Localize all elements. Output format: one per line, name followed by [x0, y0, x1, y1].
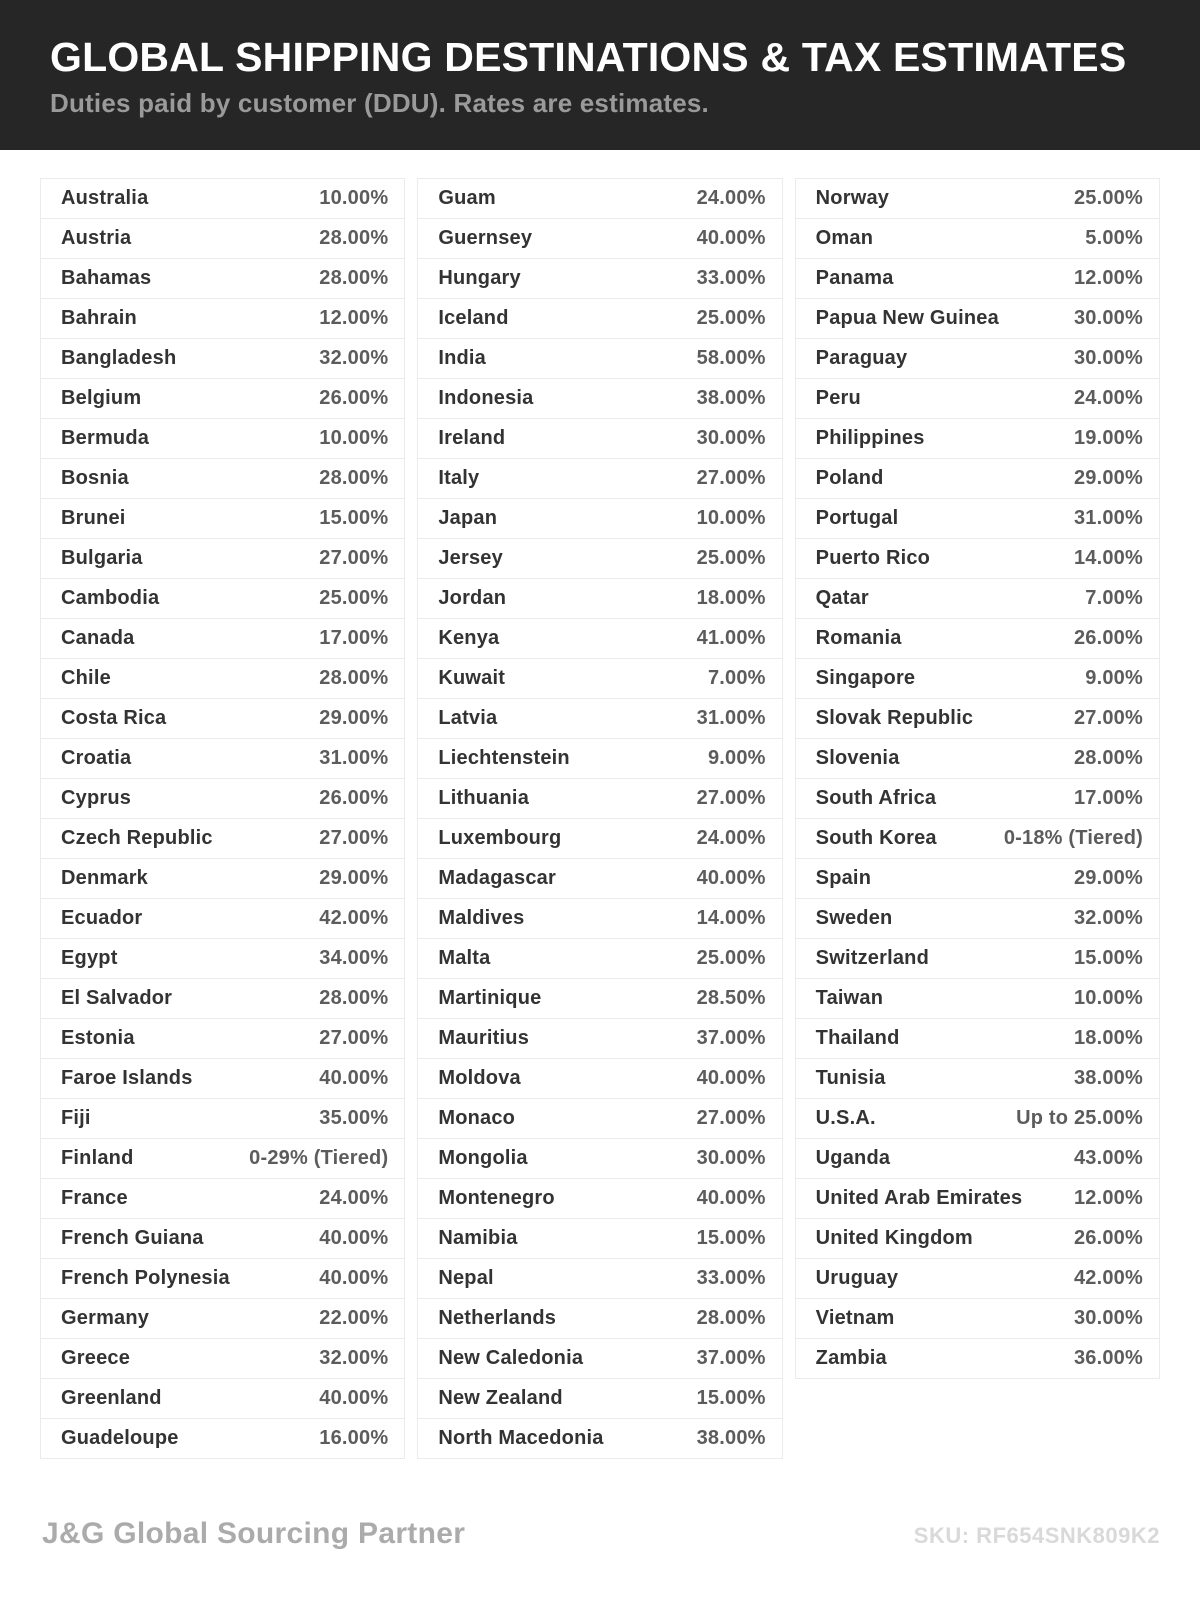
- tax-rate: 33.00%: [696, 267, 766, 289]
- country-name: Tunisia: [815, 1067, 886, 1089]
- tax-rate: 42.00%: [319, 907, 389, 929]
- tax-rate: 25.00%: [696, 947, 766, 969]
- tax-rate: 43.00%: [1073, 1147, 1143, 1169]
- tax-rate: 12.00%: [319, 307, 389, 329]
- table-row: [795, 818, 1160, 859]
- rates-column-3: [795, 178, 1160, 1379]
- country-name: Liechtenstein: [438, 747, 570, 769]
- country-name: Poland: [815, 467, 884, 489]
- country-name: Bosnia: [61, 467, 129, 489]
- table-row: [417, 1338, 782, 1379]
- tax-rate: 38.00%: [1073, 1067, 1143, 1089]
- country-name: Uganda: [815, 1147, 891, 1169]
- tax-rate: 40.00%: [696, 227, 766, 249]
- sku-label: SKU: RF654SNK809K2: [913, 1523, 1160, 1548]
- tax-rate: 31.00%: [319, 747, 389, 769]
- table-row: [40, 338, 405, 379]
- table-row: [40, 938, 405, 979]
- table-row: [795, 418, 1160, 459]
- table-row: [417, 178, 782, 219]
- country-name: Nepal: [438, 1267, 494, 1289]
- table-row: [40, 618, 405, 659]
- tax-rate: 29.00%: [319, 707, 389, 729]
- country-name: United Kingdom: [815, 1227, 973, 1249]
- country-name: Finland: [61, 1147, 134, 1169]
- country-name: Bahamas: [61, 267, 152, 289]
- country-name: Austria: [61, 227, 132, 249]
- country-name: Philippines: [815, 427, 925, 449]
- table-row: [40, 1218, 405, 1259]
- table-row: [40, 538, 405, 579]
- tax-rate: 38.00%: [696, 387, 766, 409]
- table-row: [40, 858, 405, 899]
- tax-rate: 26.00%: [1073, 627, 1143, 649]
- table-row: [417, 898, 782, 939]
- table-row: [40, 898, 405, 939]
- country-name: New Caledonia: [438, 1347, 584, 1369]
- tax-rate: 29.00%: [1073, 467, 1143, 489]
- tax-rate: 17.00%: [319, 627, 389, 649]
- rates-column-2: [417, 178, 782, 1459]
- tax-rate: 24.00%: [319, 1187, 389, 1209]
- table-row: [417, 1378, 782, 1419]
- tax-rate: 25.00%: [319, 587, 389, 609]
- table-row: [417, 778, 782, 819]
- table-row: [795, 1138, 1160, 1179]
- tax-rate: 28.00%: [319, 667, 389, 689]
- tax-rate: 15.00%: [1073, 947, 1143, 969]
- tax-rate: 40.00%: [319, 1267, 389, 1289]
- table-row: [40, 578, 405, 619]
- table-row: [795, 858, 1160, 899]
- table-row: [795, 1178, 1160, 1219]
- tax-rate: 40.00%: [696, 1067, 766, 1089]
- country-name: Belgium: [61, 387, 142, 409]
- country-name: Iceland: [438, 307, 509, 329]
- country-name: Portugal: [815, 507, 899, 529]
- tax-rate: 28.00%: [696, 1307, 766, 1329]
- tax-rate: 27.00%: [319, 547, 389, 569]
- country-name: Papua New Guinea: [815, 307, 999, 329]
- country-name: Bangladesh: [61, 347, 177, 369]
- table-row: [795, 778, 1160, 819]
- country-name: Madagascar: [438, 867, 556, 889]
- country-name: Paraguay: [815, 347, 908, 369]
- table-row: [40, 418, 405, 459]
- tax-rate: 27.00%: [696, 1107, 766, 1129]
- tax-rate: 12.00%: [1073, 1187, 1143, 1209]
- country-name: Guernsey: [438, 227, 533, 249]
- tax-rate: 40.00%: [696, 1187, 766, 1209]
- tax-rate: 40.00%: [696, 867, 766, 889]
- table-row: [417, 1298, 782, 1339]
- tax-rate: 24.00%: [696, 187, 766, 209]
- table-row: [417, 1098, 782, 1139]
- table-row: [417, 1138, 782, 1179]
- tax-rate: 26.00%: [1073, 1227, 1143, 1249]
- tax-rate: 42.00%: [1073, 1267, 1143, 1289]
- country-name: Guam: [438, 187, 496, 209]
- tax-rate: 26.00%: [319, 787, 389, 809]
- brand-name: J&G Global Sourcing Partner: [42, 1517, 466, 1550]
- table-row: [795, 1298, 1160, 1339]
- table-row: [795, 738, 1160, 779]
- country-name: Fiji: [61, 1107, 91, 1129]
- tax-rate: 40.00%: [319, 1067, 389, 1089]
- table-row: [417, 1218, 782, 1259]
- country-name: Montenegro: [438, 1187, 555, 1209]
- table-row: [40, 1098, 405, 1139]
- table-row: [795, 1018, 1160, 1059]
- tax-rate: 27.00%: [1073, 707, 1143, 729]
- country-name: United Arab Emirates: [815, 1187, 1023, 1209]
- table-row: [417, 738, 782, 779]
- tax-rate: 36.00%: [1073, 1347, 1143, 1369]
- tax-rate: 9.00%: [1085, 667, 1143, 689]
- table-row: [795, 1098, 1160, 1139]
- tax-rate: 40.00%: [319, 1387, 389, 1409]
- country-name: Maldives: [438, 907, 525, 929]
- tax-rate: 35.00%: [319, 1107, 389, 1129]
- country-name: El Salvador: [61, 987, 173, 1009]
- tax-rate: 31.00%: [696, 707, 766, 729]
- table-row: [417, 658, 782, 699]
- country-name: Lithuania: [438, 787, 530, 809]
- tax-rate: 14.00%: [696, 907, 766, 929]
- tax-rate: 18.00%: [1073, 1027, 1143, 1049]
- tax-rate: 15.00%: [696, 1227, 766, 1249]
- table-row: [40, 298, 405, 339]
- table-row: [795, 578, 1160, 619]
- table-row: [417, 458, 782, 499]
- country-name: Japan: [438, 507, 498, 529]
- tax-rate: 24.00%: [1073, 387, 1143, 409]
- table-row: [795, 498, 1160, 539]
- country-name: Norway: [815, 187, 890, 209]
- tax-rate: 15.00%: [319, 507, 389, 529]
- country-name: Estonia: [61, 1027, 135, 1049]
- table-row: [795, 1338, 1160, 1379]
- country-name: Jersey: [438, 547, 503, 569]
- tax-rate: 15.00%: [696, 1387, 766, 1409]
- table-row: [417, 578, 782, 619]
- table-row: [417, 978, 782, 1019]
- tax-rate: 25.00%: [1073, 187, 1143, 209]
- tax-rate: Up to 25.00%: [1016, 1107, 1143, 1129]
- country-name: Zambia: [815, 1347, 887, 1369]
- tax-rate: 37.00%: [696, 1027, 766, 1049]
- country-name: Jordan: [438, 587, 507, 609]
- country-name: Spain: [815, 867, 872, 889]
- tax-rate: 30.00%: [1073, 347, 1143, 369]
- country-name: Greenland: [61, 1387, 162, 1409]
- table-row: [40, 218, 405, 259]
- country-name: Oman: [815, 227, 874, 249]
- table-row: [795, 218, 1160, 259]
- table-row: [417, 818, 782, 859]
- tax-rate: 28.50%: [696, 987, 766, 1009]
- tax-rate: 30.00%: [696, 427, 766, 449]
- table-row: [40, 378, 405, 419]
- country-name: Kenya: [438, 627, 500, 649]
- table-row: [417, 1258, 782, 1299]
- country-name: Cambodia: [61, 587, 160, 609]
- table-row: [795, 658, 1160, 699]
- tax-rate: 24.00%: [696, 827, 766, 849]
- tax-rate: 18.00%: [696, 587, 766, 609]
- table-row: [417, 1418, 782, 1459]
- table-row: [40, 1178, 405, 1219]
- country-name: Czech Republic: [61, 827, 213, 849]
- country-name: Moldova: [438, 1067, 521, 1089]
- country-name: Latvia: [438, 707, 498, 729]
- country-name: Sweden: [815, 907, 893, 929]
- tax-rate: 31.00%: [1073, 507, 1143, 529]
- country-name: Slovak Republic: [815, 707, 974, 729]
- table-row: [40, 658, 405, 699]
- table-row: [417, 498, 782, 539]
- tax-rate: 41.00%: [696, 627, 766, 649]
- country-name: Chile: [61, 667, 111, 689]
- table-row: [40, 1058, 405, 1099]
- table-row: [417, 218, 782, 259]
- country-name: Vietnam: [815, 1307, 895, 1329]
- tax-rate: 28.00%: [319, 467, 389, 489]
- tax-rate: 33.00%: [696, 1267, 766, 1289]
- country-name: Indonesia: [438, 387, 534, 409]
- country-name: North Macedonia: [438, 1427, 604, 1449]
- table-row: [795, 298, 1160, 339]
- country-name: Canada: [61, 627, 135, 649]
- table-row: [417, 338, 782, 379]
- table-row: [795, 698, 1160, 739]
- country-name: Bulgaria: [61, 547, 143, 569]
- country-name: French Guiana: [61, 1227, 204, 1249]
- country-name: Uruguay: [815, 1267, 899, 1289]
- tax-rates-table: [40, 178, 1160, 1459]
- country-name: South Korea: [815, 827, 937, 849]
- country-name: Germany: [61, 1307, 150, 1329]
- table-row: [795, 458, 1160, 499]
- tax-rate: 30.00%: [696, 1147, 766, 1169]
- country-name: Taiwan: [815, 987, 884, 1009]
- tax-rate: 28.00%: [319, 267, 389, 289]
- table-row: [417, 698, 782, 739]
- country-name: Denmark: [61, 867, 148, 889]
- table-row: [795, 978, 1160, 1019]
- table-row: [795, 338, 1160, 379]
- country-name: Kuwait: [438, 667, 506, 689]
- table-row: [40, 178, 405, 219]
- page-header: [0, 0, 1200, 150]
- tax-rate: 32.00%: [319, 1347, 389, 1369]
- table-row: [795, 538, 1160, 579]
- tax-rate: 5.00%: [1085, 227, 1143, 249]
- country-name: French Polynesia: [61, 1267, 230, 1289]
- tax-rate: 28.00%: [1073, 747, 1143, 769]
- tax-rate: 28.00%: [319, 987, 389, 1009]
- table-row: [417, 378, 782, 419]
- country-name: U.S.A.: [815, 1107, 876, 1129]
- rates-column-1: [40, 178, 405, 1459]
- table-row: [40, 258, 405, 299]
- country-name: Faroe Islands: [61, 1067, 193, 1089]
- table-row: [417, 618, 782, 659]
- country-name: Greece: [61, 1347, 131, 1369]
- table-row: [40, 458, 405, 499]
- country-name: Monaco: [438, 1107, 516, 1129]
- tax-rate: 30.00%: [1073, 307, 1143, 329]
- tax-rate: 30.00%: [1073, 1307, 1143, 1329]
- tax-rate: 37.00%: [696, 1347, 766, 1369]
- table-row: [795, 618, 1160, 659]
- table-row: [40, 698, 405, 739]
- tax-rate: 40.00%: [319, 1227, 389, 1249]
- tax-rate: 29.00%: [1073, 867, 1143, 889]
- country-name: New Zealand: [438, 1387, 563, 1409]
- table-row: [40, 498, 405, 539]
- country-name: India: [438, 347, 486, 369]
- tax-rate: 10.00%: [319, 187, 389, 209]
- country-name: Netherlands: [438, 1307, 557, 1329]
- country-name: Australia: [61, 187, 149, 209]
- tax-rate: 19.00%: [1073, 427, 1143, 449]
- tax-rate: 10.00%: [319, 427, 389, 449]
- table-row: [417, 1178, 782, 1219]
- tax-rate: 10.00%: [1073, 987, 1143, 1009]
- tax-rate: 27.00%: [696, 467, 766, 489]
- table-row: [40, 1138, 405, 1179]
- table-row: [417, 298, 782, 339]
- country-name: Puerto Rico: [815, 547, 931, 569]
- country-name: Namibia: [438, 1227, 518, 1249]
- country-name: Costa Rica: [61, 707, 167, 729]
- tax-rate: 27.00%: [696, 787, 766, 809]
- table-row: [40, 1018, 405, 1059]
- tax-rate: 26.00%: [319, 387, 389, 409]
- table-row: [795, 1058, 1160, 1099]
- table-row: [795, 1258, 1160, 1299]
- table-row: [417, 418, 782, 459]
- country-name: Malta: [438, 947, 491, 969]
- tax-rate: 7.00%: [707, 667, 766, 689]
- country-name: Panama: [815, 267, 894, 289]
- tax-rate: 7.00%: [1085, 587, 1143, 609]
- table-row: [40, 1298, 405, 1339]
- country-name: Italy: [438, 467, 480, 489]
- table-row: [40, 778, 405, 819]
- table-row: [795, 378, 1160, 419]
- tax-rate: 0-29% (Tiered): [249, 1147, 389, 1169]
- table-row: [417, 258, 782, 299]
- table-row: [417, 1058, 782, 1099]
- tax-rate: 16.00%: [319, 1427, 389, 1449]
- country-name: Luxembourg: [438, 827, 562, 849]
- country-name: Egypt: [61, 947, 118, 969]
- table-row: [40, 1258, 405, 1299]
- tax-rate: 22.00%: [319, 1307, 389, 1329]
- country-name: Slovenia: [815, 747, 900, 769]
- table-row: [40, 1338, 405, 1379]
- table-row: [417, 858, 782, 899]
- tax-rate: 58.00%: [696, 347, 766, 369]
- tax-rate: 25.00%: [696, 547, 766, 569]
- country-name: Qatar: [815, 587, 869, 609]
- tax-rate: 14.00%: [1073, 547, 1143, 569]
- country-name: Ecuador: [61, 907, 143, 929]
- table-row: [795, 258, 1160, 299]
- tax-rate: 9.00%: [707, 747, 766, 769]
- country-name: Peru: [815, 387, 861, 409]
- country-name: Hungary: [438, 267, 521, 289]
- country-name: Thailand: [815, 1027, 900, 1049]
- tax-rate: 0-18% (Tiered): [1003, 827, 1143, 849]
- tax-rate: 34.00%: [319, 947, 389, 969]
- tax-rate: 12.00%: [1073, 267, 1143, 289]
- tax-rate: 28.00%: [319, 227, 389, 249]
- country-name: Mongolia: [438, 1147, 528, 1169]
- table-row: [40, 1418, 405, 1459]
- country-name: Switzerland: [815, 947, 929, 969]
- country-name: Bermuda: [61, 427, 150, 449]
- country-name: Martinique: [438, 987, 542, 1009]
- page-title: GLOBAL SHIPPING DESTINATIONS & TAX ESTIMATES: [50, 34, 1127, 80]
- tax-rate: 27.00%: [319, 1027, 389, 1049]
- country-name: Brunei: [61, 507, 126, 529]
- table-row: [40, 818, 405, 859]
- table-row: [417, 538, 782, 579]
- tax-rate: 27.00%: [319, 827, 389, 849]
- tax-rate: 32.00%: [319, 347, 389, 369]
- country-name: Singapore: [815, 667, 916, 689]
- tax-rate: 38.00%: [696, 1427, 766, 1449]
- table-row: [40, 978, 405, 1019]
- country-name: Guadeloupe: [61, 1427, 179, 1449]
- table-row: [795, 178, 1160, 219]
- country-name: Croatia: [61, 747, 132, 769]
- table-row: [795, 898, 1160, 939]
- table-row: [417, 938, 782, 979]
- page-subtitle: Duties paid by customer (DDU). Rates are estimates.: [50, 88, 709, 119]
- tax-rate: 32.00%: [1073, 907, 1143, 929]
- country-name: Bahrain: [61, 307, 137, 329]
- country-name: Mauritius: [438, 1027, 530, 1049]
- table-row: [417, 1018, 782, 1059]
- tax-rate: 17.00%: [1073, 787, 1143, 809]
- table-row: [795, 1218, 1160, 1259]
- table-row: [40, 1378, 405, 1419]
- country-name: France: [61, 1187, 128, 1209]
- tax-rate: 25.00%: [696, 307, 766, 329]
- page-footer: [42, 1517, 1160, 1551]
- country-name: Ireland: [438, 427, 506, 449]
- country-name: South Africa: [815, 787, 937, 809]
- table-row: [40, 738, 405, 779]
- tax-rate: 10.00%: [696, 507, 766, 529]
- table-row: [795, 938, 1160, 979]
- tax-rate: 29.00%: [319, 867, 389, 889]
- country-name: Romania: [815, 627, 902, 649]
- country-name: Cyprus: [61, 787, 132, 809]
